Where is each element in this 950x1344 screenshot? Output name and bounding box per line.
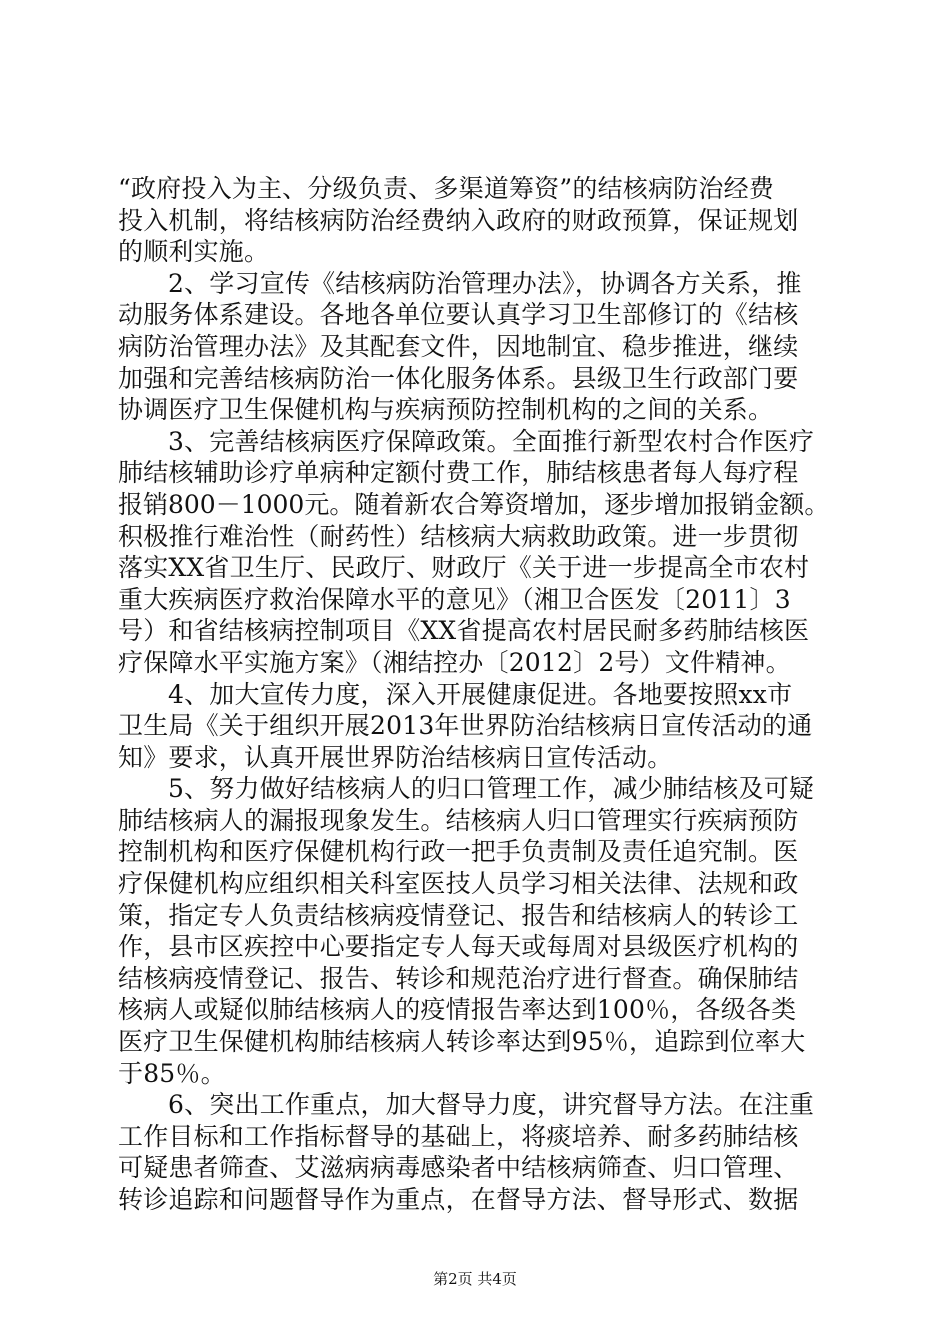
text-line: 可疑患者筛查、艾滋病病毒感染者中结核病筛查、归口管理、 xyxy=(118,1153,799,1183)
text-line: 疗保健机构应组织相关科室医技人员学习相关法律、法规和政 xyxy=(118,869,799,899)
text-line: 落实XX省卫生厅、民政厅、财政厅《关于进一步提高全市农村 xyxy=(118,553,810,583)
text-line: 重大疾病医疗救治保障水平的意见》（湘卫合医发〔2011〕3 xyxy=(118,584,791,614)
text-line: 控制机构和医疗保健机构行政一把手负责制及责任追究制。医 xyxy=(118,837,799,867)
text-line: 结核病疫情登记、报告、转诊和规范治疗进行督查。确保肺结 xyxy=(118,963,799,993)
text-line: 作，县市区疾控中心要指定专人每天或每周对县级医疗机构的 xyxy=(118,932,799,962)
text-line: 医疗卫生保健机构肺结核病人转诊率达到95％，追踪到位率大 xyxy=(118,1027,806,1057)
paragraph-start-line: 5、努力做好结核病人的归口管理工作，减少肺结核及可疑 xyxy=(168,774,815,804)
paragraph-start-line: 3、完善结核病医疗保障政策。全面推行新型农村合作医疗 xyxy=(168,426,815,456)
text-line: “政府投入为主、分级负责、多渠道筹资”的结核病防治经费 xyxy=(118,174,774,203)
paragraph-start-line: 4、加大宣传力度，深入开展健康促进。各地要按照xx市 xyxy=(168,679,793,709)
paragraph-start-line: 2、学习宣传《结核病防治管理办法》，协调各方关系，推 xyxy=(168,268,802,298)
text-line: 知》要求，认真开展世界防治结核病日宣传活动。 xyxy=(118,742,673,772)
text-line: 肺结核辅助诊疗单病种定额付费工作，肺结核患者每人每疗程 xyxy=(118,458,799,488)
text-line: 协调医疗卫生保健机构与疾病预防控制机构的之间的关系。 xyxy=(118,395,774,425)
text-line: 报销800－1000元。随着新农合筹资增加，逐步增加报销金额。 xyxy=(118,489,830,519)
text-line: 加强和完善结核病防治一体化服务体系。县级卫生行政部门要 xyxy=(118,363,799,393)
text-line: 积极推行难治性（耐药性）结核病大病救助政策。进一步贯彻 xyxy=(118,521,799,551)
text-line: 肺结核病人的漏报现象发生。结核病人归口管理实行疾病预防 xyxy=(118,805,799,835)
text-line: 的顺利实施。 xyxy=(118,237,270,267)
text-line: 策，指定专人负责结核病疫情登记、报告和结核病人的转诊工 xyxy=(118,900,799,930)
page-number-footer: 第2页 共4页 xyxy=(433,1270,517,1288)
text-line: 投入机制，将结核病防治经费纳入政府的财政预算，保证规划 xyxy=(118,205,799,235)
paragraph-start-line: 6、突出工作重点，加大督导力度，讲究督导方法。在注重 xyxy=(168,1090,815,1120)
text-line: 卫生局《关于组织开展2013年世界防治结核病日宣传活动的通 xyxy=(118,711,813,741)
text-line: 疗保障水平实施方案》（湘结控办〔2012〕2号）文件精神。 xyxy=(118,647,791,677)
text-line: 于85％。 xyxy=(118,1058,226,1088)
text-line: 号）和省结核病控制项目《XX省提高农村居民耐多药肺结核医 xyxy=(118,616,810,646)
document-body xyxy=(118,173,832,1216)
text-line: 病防治管理办法》及其配套文件，因地制宜、稳步推进，继续 xyxy=(118,331,799,361)
text-line: 转诊追踪和问题督导作为重点，在督导方法、督导形式、数据 xyxy=(118,1185,799,1214)
text-line: 核病人或疑似肺结核病人的疫情报告率达到100％，各级各类 xyxy=(118,995,797,1025)
text-line: 动服务体系建设。各地各单位要认真学习卫生部修订的《结核 xyxy=(118,300,799,330)
text-line: 工作目标和工作指标督导的基础上，将痰培养、耐多药肺结核 xyxy=(118,1121,799,1151)
